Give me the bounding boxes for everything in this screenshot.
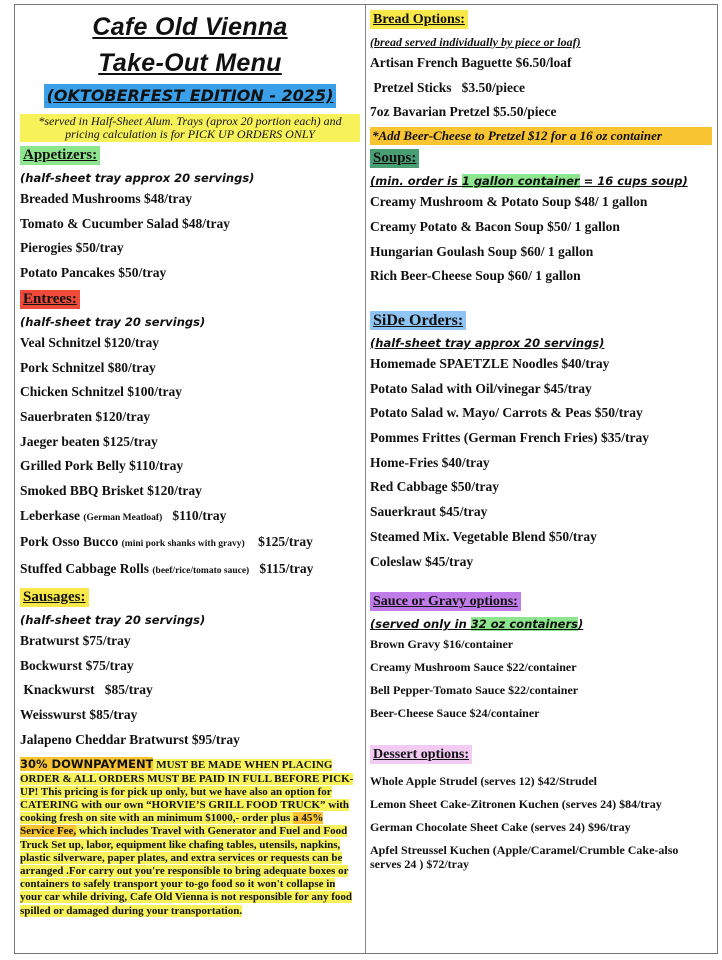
item-name: Pork Osso Bucco: [20, 534, 119, 550]
item-note: (German Meatloaf): [83, 512, 163, 523]
menu-item: Veal Schnitzel $120/tray: [20, 334, 159, 350]
sausages-subtitle: (half-sheet tray 20 servings): [20, 612, 206, 627]
menu-item-leberkase: [20, 504, 360, 531]
menu-item: Creamy Mushroom & Potato Soup $48/ 1 gallon: [370, 194, 648, 210]
bread-heading: Bread Options:: [370, 10, 468, 29]
menu-item-osso-bucco: [20, 530, 360, 557]
menu-item: Pretzel Sticks $3.50/piece: [370, 79, 525, 95]
menu-item: Pommes Frittes (German French Fries) $35/tray: [370, 430, 650, 446]
menu-item: Jalapeno Cheddar Bratwurst $95/tray: [20, 731, 240, 747]
soups-section: [370, 145, 712, 289]
soups-subtitle-highlight: 1 gallon container: [461, 174, 580, 189]
item-note: (mini pork shanks with gravy): [121, 539, 245, 550]
menu-item: Home-Fries $40/tray: [370, 454, 490, 470]
appetizers-section: [20, 142, 360, 286]
menu-item: Sauerbraten $120/tray: [20, 408, 151, 424]
appetizers-subtitle: (half-sheet tray approx 20 servings): [20, 171, 255, 185]
menu-item: Chicken Schnitzel $100/tray: [20, 384, 182, 400]
menu-item: Potato Salad with Oil/vinegar $45/tray: [370, 380, 592, 396]
menu-item: Tomato & Cucumber Salad $48/tray: [20, 215, 231, 231]
item-name: Leberkase: [20, 507, 80, 523]
menu-item: Coleslaw $45/tray: [370, 553, 474, 569]
terms-part3: which includes Travel with Generator and Fuel and Food Truck Set up, labor, equipment like chafing tables, utensils, napkins, plastic silverware, paper plates, and extra services or requests can be arranged .For carry out you're responsible to bring adequate boxes or containers to safely transport your to-go food so it won't collapse in your car while driving, Cafe Old Vienna is not responsible for any food spilled or damaged during your transportation.: [20, 825, 352, 917]
soups-subtitle: [370, 172, 712, 190]
sauces-subtitle: [370, 615, 712, 633]
edition-wrap: [20, 84, 360, 108]
menu-item: Grilled Pork Belly $110/tray: [20, 458, 184, 474]
menu-item: Pierogies $50/tray: [20, 240, 124, 256]
sausages-section: [20, 584, 360, 753]
right-column: [370, 4, 712, 871]
appetizers-heading: Appetizers:: [20, 146, 100, 165]
serving-note: *served in Half-Sheet Alum. Trays (aprox 20 portion each) and pricing calculation is for PICK UP ORDERS ONLY: [20, 114, 360, 142]
menu-item: Breaded Mushrooms $48/tray: [20, 191, 192, 206]
entrees-section: [20, 286, 360, 584]
menu-item: Creamy Potato & Bacon Soup $50/ 1 gallon: [370, 218, 620, 234]
menu-item: Hungarian Goulash Soup $60/ 1 gallon: [370, 243, 594, 259]
menu-item: Bratwurst $75/tray: [20, 632, 131, 648]
edition-banner: (OKTOBERFEST EDITION - 2025): [44, 84, 337, 108]
menu-item: Jaeger beaten $125/tray: [20, 433, 158, 449]
soups-subtitle-a: (min. order is: [370, 174, 462, 189]
menu-item: Knackwurst $85/tray: [20, 682, 153, 698]
menu-item: Potato Salad w. Mayo/ Carrots & Peas $50/tray: [370, 405, 643, 421]
menu-title-line2: Take-Out Menu: [98, 49, 282, 77]
menu-item: Sauerkraut $45/tray: [370, 504, 488, 520]
soups-subtitle-b: = 16 cups soup): [579, 174, 688, 189]
item-price: $115/tray: [259, 561, 314, 577]
column-divider: [365, 4, 366, 954]
menu-item: Whole Apple Strudel (serves 12) $42/Strudel: [370, 774, 597, 789]
bread-subtitle: (bread served individually by piece or loaf): [370, 35, 581, 49]
menu-item: Steamed Mix. Vegetable Blend $50/tray: [370, 528, 597, 544]
desserts-section: [370, 741, 712, 871]
menu-item: Rich Beer-Cheese Soup $60/ 1 gallon: [370, 268, 581, 284]
menu-item: German Chocolate Sheet Cake (serves 24) $96/tray: [370, 820, 631, 835]
menu-item: Pork Schnitzel $80/tray: [20, 359, 156, 375]
menu-item-cabbage-rolls: [20, 557, 360, 584]
entrees-heading: Entrees:: [20, 290, 80, 309]
sauces-heading: Sauce or Gravy options:: [370, 592, 521, 611]
downpayment-terms: [20, 758, 360, 917]
menu-item: Artisan French Baguette $6.50/loaf: [370, 55, 572, 70]
menu-item: 7oz Bavarian Pretzel $5.50/piece: [370, 104, 557, 120]
sauces-subtitle-a: (served only in: [370, 617, 471, 632]
sides-section: [370, 307, 712, 574]
downpayment-label: 30% DOWNPAYMENT: [20, 757, 154, 772]
beer-cheese-addon: *Add Beer-Cheese to Pretzel $12 for a 16 oz container: [370, 127, 712, 145]
menu-item: Potato Pancakes $50/tray: [20, 265, 167, 281]
item-name: Stuffed Cabbage Rolls: [20, 561, 150, 577]
terms-part2: This pricing is for pick up only, but we have also an option for CATERING with our own “HORVIE’S GRILL FOOD TRUCK” with cooking fresh on site with an minimum $1000,- order plus: [20, 785, 350, 825]
terms-part1: MUST BE MADE WHEN PLACING ORDER & ALL ORDERS MUST BE PAID IN FULL BEFORE PICK-UP!: [20, 759, 354, 798]
menu-item: Homemade SPAETZLE Noodles $40/tray: [370, 355, 610, 371]
menu-item: Creamy Mushroom Sauce $22/container: [370, 660, 577, 675]
menu-title-line1: Cafe Old Vienna: [92, 13, 288, 41]
menu-item: Beer-Cheese Sauce $24/container: [370, 706, 540, 721]
sides-heading: SiDe Orders:: [370, 311, 466, 330]
menu-item: Lemon Sheet Cake-Zitronen Kuchen (serves 24) $84/tray: [370, 797, 662, 812]
menu-item: Smoked BBQ Brisket $120/tray: [20, 483, 202, 499]
menu-item: Brown Gravy $16/container: [370, 637, 514, 652]
entrees-subtitle: (half-sheet tray 20 servings): [20, 314, 206, 329]
sides-subtitle: (half-sheet tray approx 20 servings): [370, 335, 605, 350]
menu-item: Bockwurst $75/tray: [20, 657, 134, 673]
item-note: (beef/rice/tomato sauce): [152, 566, 250, 577]
menu-item: Bell Pepper-Tomato Sauce $22/container: [370, 683, 579, 698]
sauces-subtitle-b: ): [577, 617, 584, 632]
soups-heading: Soups:: [370, 149, 419, 168]
sausages-heading: Sausages:: [20, 588, 89, 607]
item-price: $125/tray: [258, 534, 313, 550]
menu-item: Apfel Streussel Kuchen (Apple/Caramel/Crumble Cake-also serves 24 ) $72/tray: [370, 843, 679, 872]
menu-item: Weisswurst $85/tray: [20, 706, 138, 722]
service-fee: a 45% Service Fee,: [20, 812, 324, 838]
left-column: [20, 4, 360, 918]
menu-item: Red Cabbage $50/tray: [370, 479, 499, 495]
desserts-heading: Dessert options:: [370, 745, 472, 764]
bread-section: [370, 4, 712, 145]
sauces-subtitle-highlight: 32 oz containers: [470, 617, 578, 632]
sauces-section: [370, 588, 712, 725]
item-price: $110/tray: [172, 507, 227, 523]
